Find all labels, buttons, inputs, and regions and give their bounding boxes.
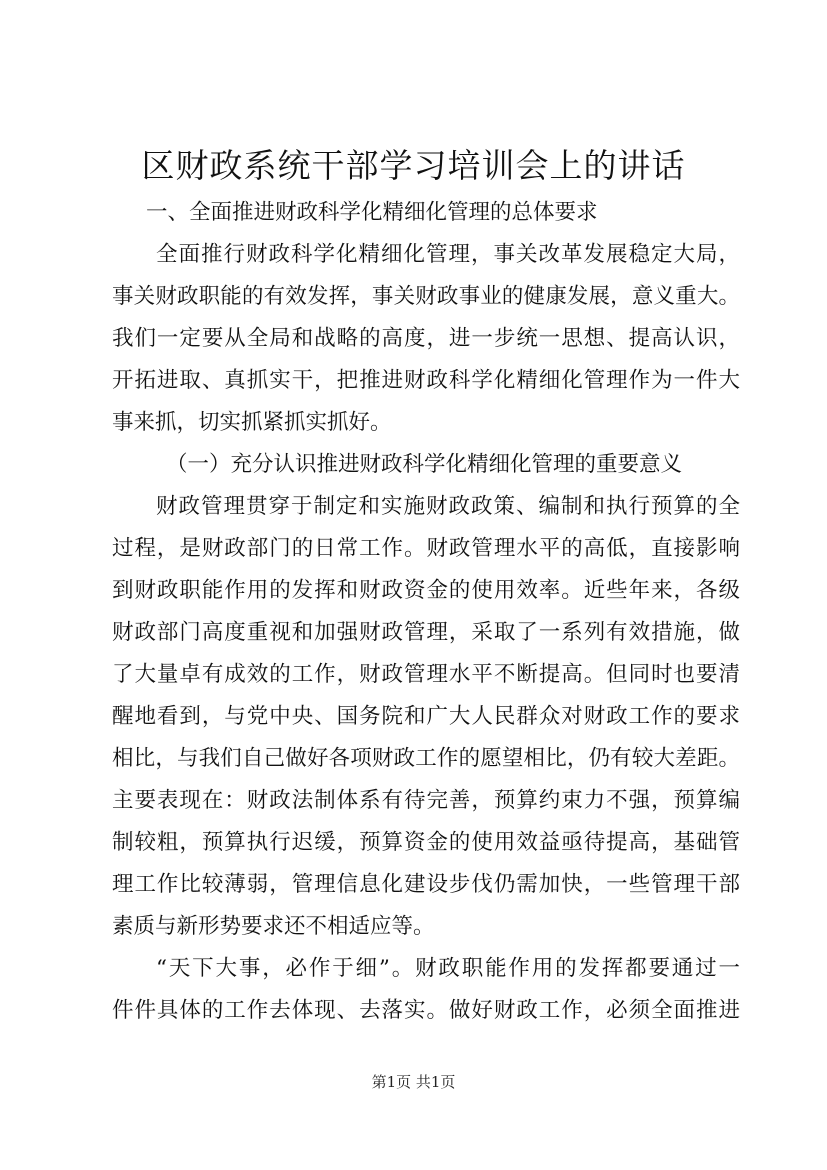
paragraph-line: 主要表现在：财政法制体系有待完善，预算约束力不强，预算编 (112, 788, 740, 813)
page-number-footer: 第1页 共1页 (371, 1073, 456, 1091)
paragraph-line: 财政管理贯穿于制定和实施财政政策、编制和执行预算的全 (156, 494, 740, 519)
paragraph-line: 事关财政职能的有效发挥，事关财政事业的健康发展，意义重大。 (112, 284, 740, 309)
paragraph-line: 财政部门高度重视和加强财政管理，采取了一系列有效措施，做 (112, 620, 740, 645)
paragraph-line: 理工作比较薄弱，管理信息化建设步伐仍需加快，一些管理干部 (112, 872, 740, 897)
document-body (112, 192, 740, 1032)
paragraph-line: 我们一定要从全局和战略的高度，进一步统一思想、提高认识， (112, 326, 740, 351)
paragraph-line: 件件具体的工作去体现、去落实。做好财政工作，必须全面推进 (112, 998, 740, 1023)
paragraph-line: 到财政职能作用的发挥和财政资金的使用效率。近些年来，各级 (112, 578, 740, 603)
paragraph-line: 开拓进取、真抓实干，把推进财政科学化精细化管理作为一件大 (112, 368, 740, 393)
paragraph-line: 事来抓，切实抓紧抓实抓好。 (112, 410, 392, 435)
paragraph-line: 过程，是财政部门的日常工作。财政管理水平的高低，直接影响 (112, 536, 740, 561)
paragraph-line: “天下大事，必作于细”。财政职能作用的发挥都要通过一 (156, 956, 740, 981)
section-heading: 一、全面推进财政科学化精细化管理的总体要求 (146, 200, 598, 225)
paragraph-line: 醒地看到，与党中央、国务院和广大人民群众对财政工作的要求 (112, 704, 740, 729)
paragraph-line: 素质与新形势要求还不相适应等。 (112, 914, 435, 939)
paragraph-line: 制较粗，预算执行迟缓，预算资金的使用效益亟待提高，基础管 (112, 830, 740, 855)
paragraph-line: 全面推行财政科学化精细化管理，事关改革发展稳定大局， (156, 242, 740, 267)
paragraph-line: 了大量卓有成效的工作，财政管理水平不断提高。但同时也要清 (112, 662, 740, 687)
document-title: 区财政系统干部学习培训会上的讲话 (141, 146, 686, 185)
subsection-heading: （一）充分认识推进财政科学化精细化管理的重要意义 (166, 452, 683, 477)
paragraph-line: 相比，与我们自己做好各项财政工作的愿望相比，仍有较大差距。 (112, 746, 740, 771)
